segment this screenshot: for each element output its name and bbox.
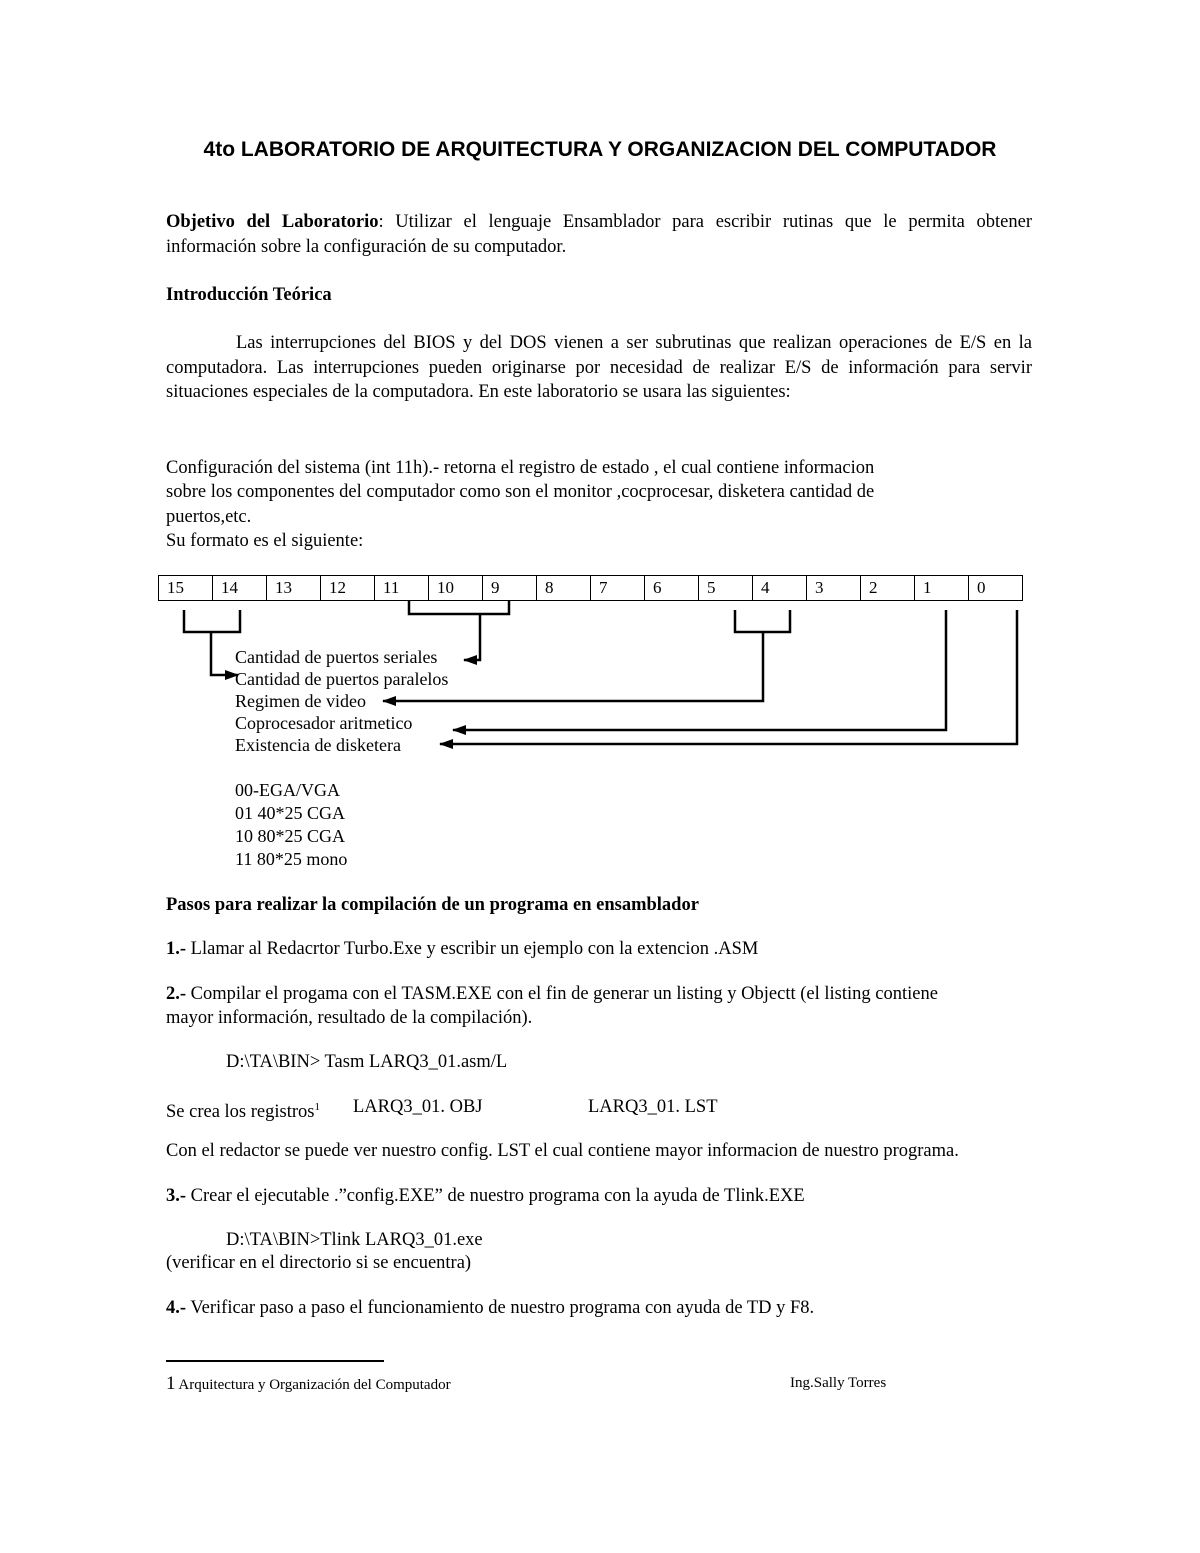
arrow-parallel-ports bbox=[211, 632, 238, 675]
bit-cell: 15 bbox=[159, 576, 213, 600]
bit-cell: 10 bbox=[429, 576, 483, 600]
legend-parallel-ports: Cantidad de puertos paralelos bbox=[235, 669, 449, 689]
footnote-author: Ing.Sally Torres bbox=[790, 1375, 887, 1391]
step-4 bbox=[166, 1296, 814, 1320]
step-2-text: Compilar el progama con el TASM.EXE con el fin de generar un listing y Objectt (el listing contiene bbox=[186, 984, 938, 1004]
bit-cell: 8 bbox=[537, 576, 591, 600]
bit-cell: 3 bbox=[807, 576, 861, 600]
step-1-number: 1.- bbox=[166, 939, 187, 959]
step-1 bbox=[166, 937, 758, 961]
page-title: 4to LABORATORIO DE ARQUITECTURA Y ORGANIZACION DEL COMPUTADOR bbox=[203, 138, 997, 161]
bit-cell: 14 bbox=[213, 576, 267, 600]
legend-video-mode: Regimen de video bbox=[235, 691, 366, 711]
steps-heading: Pasos para realizar la compilación de un programa en ensamblador bbox=[166, 895, 699, 915]
bit-cell: 6 bbox=[645, 576, 699, 600]
arrow-serial-ports bbox=[464, 614, 480, 660]
intro-paragraph: Las interrupciones del BIOS y del DOS vienen a ser subrutinas que realizan operaciones de E/S en la computadora. Las interrupciones pueden originarse por necesidad de realizar E/S de información para servir situaciones especiales de la computadora. En este laboratorio se usara las siguientes: bbox=[166, 333, 1032, 402]
bracket-bits-5-4 bbox=[735, 610, 790, 632]
bit-cell: 2 bbox=[861, 576, 915, 600]
command-tlink: D:\TA\BIN>Tlink LARQ3_01.exe bbox=[226, 1230, 483, 1250]
footnote-number: 1 bbox=[166, 1373, 176, 1394]
bit-cell: 11 bbox=[375, 576, 429, 600]
verify-line: (verificar en el directorio si se encuentra) bbox=[166, 1253, 472, 1273]
footnote-text: Arquitectura y Organización del Computador bbox=[175, 1377, 451, 1393]
video-mode-item: 10 80*25 CGA bbox=[235, 826, 346, 846]
created-files-prefix: Se crea los registros bbox=[166, 1102, 315, 1123]
video-mode-item: 11 80*25 mono bbox=[235, 849, 348, 869]
bit-cell: 4 bbox=[753, 576, 807, 600]
objective-text: : Utilizar el lenguaje Ensamblador para escribir rutinas que le permita obtener información sobre la configuración de su computador. bbox=[166, 212, 1032, 257]
legend-disketera: Existencia de disketera bbox=[235, 735, 401, 755]
arrow-coprocessor bbox=[453, 610, 946, 730]
video-mode-item: 00-EGA/VGA bbox=[235, 780, 340, 800]
intro-heading: Introducción Teórica bbox=[166, 285, 332, 305]
arrow-disketera bbox=[440, 610, 1017, 744]
step-3-text: Crear el ejecutable .”config.EXE” de nuestro programa con la ayuda de Tlink.EXE bbox=[186, 1186, 805, 1206]
format-line: Su formato es el siguiente: bbox=[166, 531, 364, 551]
legend-coprocessor: Coprocesador aritmetico bbox=[235, 713, 413, 733]
bit-cell: 5 bbox=[699, 576, 753, 600]
step-4-number: 4.- bbox=[166, 1298, 187, 1318]
step-3-number: 3.- bbox=[166, 1186, 187, 1206]
step-3 bbox=[166, 1184, 805, 1208]
step-4-text: Verificar paso a paso el funcionamiento de nuestro programa con ayuda de TD y F8. bbox=[186, 1298, 815, 1318]
footnote bbox=[166, 1373, 451, 1395]
step-2 bbox=[166, 982, 938, 1006]
bit-cell: 9 bbox=[483, 576, 537, 600]
file-lst: LARQ3_01. LST bbox=[588, 1097, 718, 1117]
footnote-separator bbox=[166, 1360, 384, 1362]
created-files-line bbox=[166, 1095, 320, 1124]
bit-cell: 0 bbox=[969, 576, 1023, 600]
step-2-number: 2.- bbox=[166, 984, 187, 1004]
command-tasm: D:\TA\BIN> Tasm LARQ3_01.asm/L bbox=[226, 1052, 508, 1072]
bit-cell: 13 bbox=[267, 576, 321, 600]
bit-cell: 7 bbox=[591, 576, 645, 600]
config-line-1: Configuración del sistema (int 11h).- retorna el registro de estado , el cual contiene informacion bbox=[166, 458, 875, 478]
redactor-line: Con el redactor se puede ver nuestro config. LST el cual contiene mayor informacion de nuestro programa. bbox=[166, 1141, 959, 1161]
bracket-bits-11-9 bbox=[409, 600, 509, 614]
video-mode-item: 01 40*25 CGA bbox=[235, 803, 346, 823]
objective-label: Objetivo del Laboratorio bbox=[166, 212, 379, 232]
bit-cell: 12 bbox=[321, 576, 375, 600]
step-1-text: Llamar al Redacrtor Turbo.Exe y escribir un ejemplo con la extencion .ASM bbox=[186, 939, 759, 959]
footnote-reference: 1 bbox=[314, 1101, 320, 1113]
bracket-bits-15-14 bbox=[184, 610, 240, 632]
step-2-line-2: mayor información, resultado de la compilación). bbox=[166, 1008, 533, 1028]
legend-serial-ports: Cantidad de puertos seriales bbox=[235, 647, 438, 667]
arrow-video-mode bbox=[383, 632, 763, 701]
bit-cell: 1 bbox=[915, 576, 969, 600]
file-obj: LARQ3_01. OBJ bbox=[353, 1097, 483, 1117]
config-line-2: sobre los componentes del computador como son el monitor ,cocprocesar, disketera cantidad de bbox=[166, 482, 875, 502]
config-line-3: puertos,etc. bbox=[166, 507, 252, 527]
